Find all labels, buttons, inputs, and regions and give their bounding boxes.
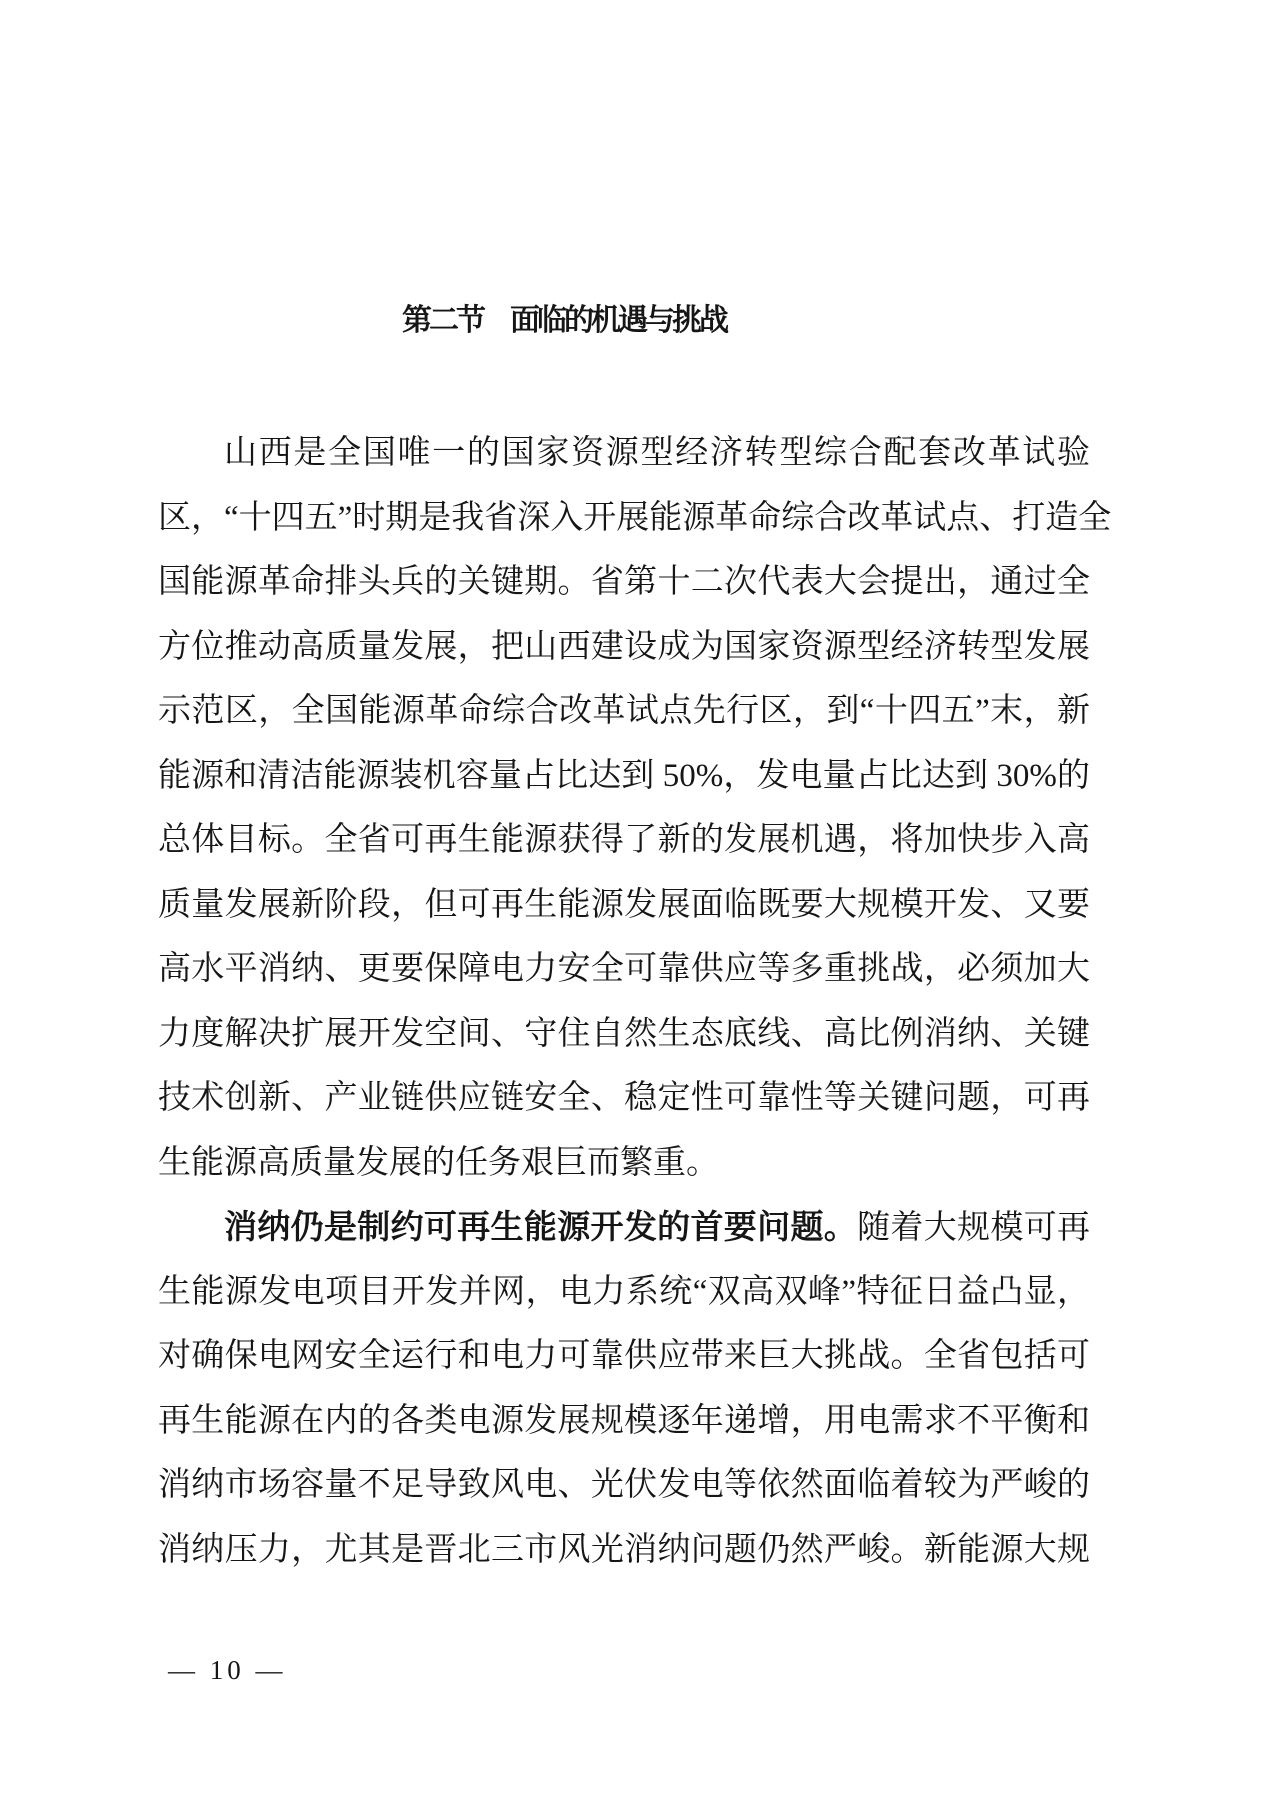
text-line: 质量发展新阶段，但可再生能源发展面临既要大规模开发、又要 (158, 886, 1090, 923)
text-line: 区，“十四五”时期是我省深入开展能源革命综合改革试点、打造全 (158, 499, 1112, 536)
text-line: 生能源高质量发展的任务艰巨而繁重。 (158, 1144, 719, 1181)
text-line: 消纳压力，尤其是晋北三市风光消纳问题仍然严峻。新能源大规 (158, 1531, 1090, 1568)
text-line: 能源和清洁能源装机容量占比达到 50%，发电量占比达到 30%的 (158, 757, 1090, 794)
text-line: 再生能源在内的各类电源发展规模逐年递增，用电需求不平衡和 (158, 1402, 1090, 1439)
text-line: 高水平消纳、更要保障电力安全可靠供应等多重挑战，必须加大 (158, 951, 1090, 987)
text-line: 国能源革命排头兵的关键期。省第十二次代表大会提出，通过全 (158, 564, 1090, 600)
text-line: 技术创新、产业链供应链安全、稳定性可靠性等关键问题，可再 (158, 1080, 1090, 1116)
text-line: 对确保电网安全运行和电力可靠供应带来巨大挑战。全省包括可 (158, 1338, 1090, 1374)
text-line: 力度解决扩展开发空间、守住自然生态底线、高比例消纳、关键 (158, 1015, 1090, 1052)
paragraph-bold-lead: 消纳仍是制约可再生能源开发的首要问题。 (224, 1208, 858, 1245)
text-line: 示范区，全国能源革命综合改革试点先行区，到“十四五”末，新 (158, 693, 1090, 729)
body-text (158, 421, 1112, 1582)
text-line: 山西是全国唯一的国家资源型经济转型综合配套改革试验 (224, 435, 1090, 471)
section-title: 第二节 面临的机遇与挑战 (402, 304, 726, 337)
page-number: — 10 — (168, 1655, 287, 1685)
text-line: 消纳市场容量不足导致风电、光伏发电等依然面临着较为严峻的 (158, 1467, 1090, 1503)
paragraph-lead-rest: 随着大规模可再 (857, 1210, 1091, 1246)
text-line (158, 1195, 1090, 1260)
text-line: 总体目标。全省可再生能源获得了新的发展机遇，将加快步入高 (158, 822, 1090, 858)
text-line: 方位推动高质量发展，把山西建设成为国家资源型经济转型发展 (158, 628, 1090, 665)
text-line: 生能源发电项目开发并网，电力系统“双高双峰”特征日益凸显， (158, 1273, 1090, 1310)
